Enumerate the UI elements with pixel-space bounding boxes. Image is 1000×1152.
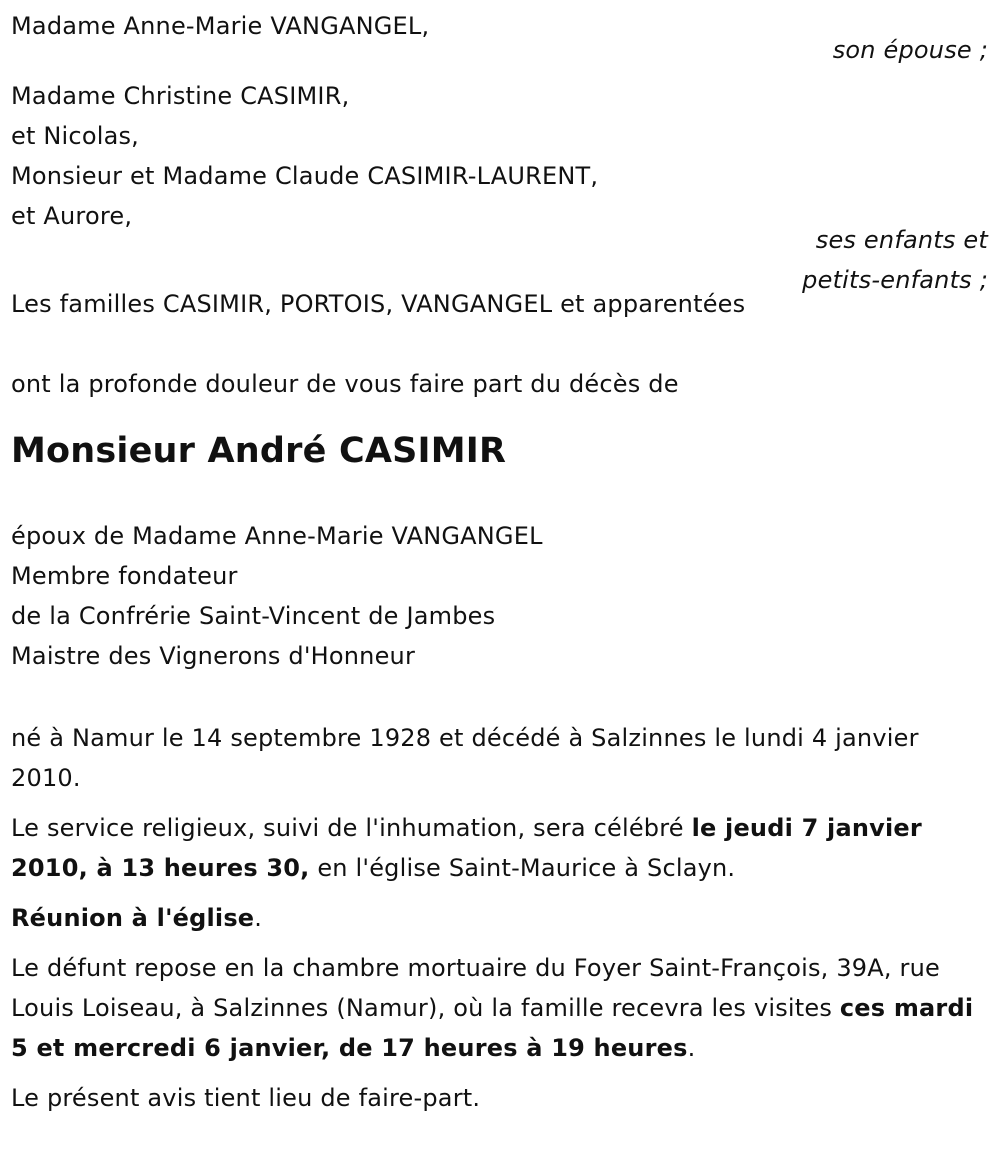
- other-families: Les familles CASIMIR, PORTOIS, VANGANGEL et apparentées: [11, 290, 746, 318]
- children-relation-line1: ses enfants et: [815, 226, 988, 254]
- visitation-when: ces mardi 5 et mercredi 6 janvier, de 17 heures à 19 heures: [11, 994, 974, 1062]
- child-name: Monsieur et Madame Claude CASIMIR-LAURENT,: [11, 162, 599, 190]
- meeting-end: .: [254, 904, 263, 932]
- meeting-bold: Réunion à l'église: [11, 904, 255, 932]
- visitation-end: .: [687, 1034, 696, 1062]
- deceased-name: Monsieur André CASIMIR: [11, 431, 507, 471]
- visitation-info: [11, 948, 989, 1068]
- birth-death-dates: né à Namur le 14 septembre 1928 et décédé à Salzinnes le lundi 4 janvier 2010.: [11, 724, 919, 792]
- deceased-detail-confrerie: de la Confrérie Saint-Vincent de Jambes: [11, 602, 496, 630]
- closing-note: Le présent avis tient lieu de faire-part.: [11, 1084, 481, 1112]
- spouse-relation: son épouse ;: [832, 36, 988, 64]
- spouse-name: Madame Anne-Marie VANGANGEL,: [11, 12, 430, 40]
- service-info: [11, 808, 989, 888]
- announcement-text: ont la profonde douleur de vous faire part du décès de: [11, 370, 679, 398]
- grandchild-name: et Aurore,: [11, 202, 133, 230]
- service-where: en l'église Saint-Maurice à Sclayn.: [309, 854, 736, 882]
- meeting-info: [11, 898, 989, 938]
- visitation-text: Le défunt repose en la chambre mortuaire du Foyer Saint-François, 39A, rue Louis Loiseau, à Salzinnes (Namur), où la famille recevra les visites: [11, 954, 940, 1022]
- deceased-detail-spouse: époux de Madame Anne-Marie VANGANGEL: [11, 522, 543, 550]
- deceased-detail-role: Membre fondateur: [11, 562, 238, 590]
- grandchild-name: et Nicolas,: [11, 122, 140, 150]
- child-name: Madame Christine CASIMIR,: [11, 82, 350, 110]
- children-relation-line2: petits-enfants ;: [802, 266, 988, 294]
- service-intro: Le service religieux, suivi de l'inhumation, sera célébré: [11, 814, 692, 842]
- service-when: le jeudi 7 janvier 2010, à 13 heures 30,: [11, 814, 922, 882]
- deceased-detail-title: Maistre des Vignerons d'Honneur: [11, 642, 416, 670]
